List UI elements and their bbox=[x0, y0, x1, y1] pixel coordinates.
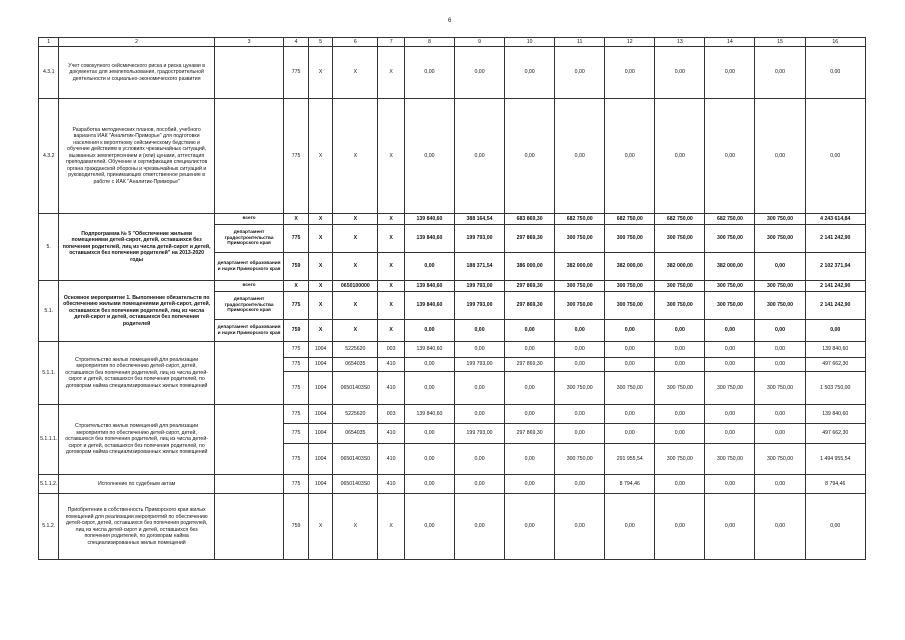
value-cell: 300 750,00 bbox=[755, 214, 805, 225]
item-number: 5.1.1.2. bbox=[39, 475, 59, 494]
table-cell: 410 bbox=[378, 358, 405, 372]
value-cell: 386 000,00 bbox=[505, 253, 555, 281]
table-cell: Х bbox=[308, 292, 333, 320]
value-cell: 0,00 bbox=[505, 320, 555, 342]
table-cell: 775 bbox=[284, 342, 309, 358]
value-cell: 199 793,00 bbox=[455, 292, 505, 320]
item-number: 5.1.1.1. bbox=[39, 405, 59, 475]
table-cell: 759 bbox=[284, 494, 309, 560]
value-cell: 682 750,00 bbox=[605, 214, 655, 225]
page-number: 6 bbox=[448, 18, 452, 24]
table-cell: 775 bbox=[284, 358, 309, 372]
table-cell: 775 bbox=[284, 225, 309, 253]
table-body bbox=[39, 38, 866, 560]
value-cell: 0,00 bbox=[805, 99, 865, 214]
value-cell: 2 141 242,90 bbox=[805, 292, 865, 320]
value-cell: 497 662,30 bbox=[805, 358, 865, 372]
empty-cell bbox=[214, 475, 284, 494]
value-cell: 0,00 bbox=[755, 342, 805, 358]
value-cell: 199 793,00 bbox=[455, 225, 505, 253]
value-cell: 0,00 bbox=[455, 444, 505, 475]
table-cell: Х bbox=[308, 214, 333, 225]
value-cell: 297 869,30 bbox=[505, 292, 555, 320]
table-cell: 410 bbox=[378, 475, 405, 494]
item-description: Разработка методических планов, пособий, учебного варианта ИАК "Аналитик-Приморье" для подготовки населения к вероятному сейсмическому бедствию и обучение действиям в условиях чрезвычайных ситуаций, вызванных землетрясением и (или) цунами, аттестация преподавателей. Обучение и сертификация специалистов органа гражданской обороны и чрезвычайных ситуаций и руководителей, принимающих ответственное решение в работе с ИАК "Аналитик-Приморье" bbox=[59, 99, 214, 214]
value-cell: 0,00 bbox=[555, 358, 605, 372]
value-cell: 8 794,46 bbox=[805, 475, 865, 494]
table-cell: Х bbox=[308, 253, 333, 281]
value-cell: 0,00 bbox=[655, 47, 705, 99]
table-cell: 775 bbox=[284, 372, 309, 405]
value-cell: 300 750,00 bbox=[705, 372, 755, 405]
table-cell: 0654035 bbox=[333, 424, 378, 444]
value-cell: 300 750,00 bbox=[605, 281, 655, 292]
value-cell: 0,00 bbox=[755, 320, 805, 342]
budget-table bbox=[38, 37, 866, 560]
table-cell: Х bbox=[308, 281, 333, 292]
value-cell: 0,00 bbox=[705, 475, 755, 494]
value-cell: 0,00 bbox=[555, 47, 605, 99]
value-cell: 300 750,00 bbox=[705, 444, 755, 475]
value-cell: 1 503 750,00 bbox=[805, 372, 865, 405]
value-cell: 0,00 bbox=[605, 320, 655, 342]
value-cell: 0,00 bbox=[655, 424, 705, 444]
table-cell: Х bbox=[308, 99, 333, 214]
value-cell: 297 869,30 bbox=[505, 281, 555, 292]
table-cell: Х bbox=[308, 47, 333, 99]
value-cell: 297 869,30 bbox=[505, 225, 555, 253]
value-cell: 388 164,54 bbox=[455, 214, 505, 225]
value-cell: 0,00 bbox=[404, 444, 454, 475]
table-cell: Х bbox=[333, 494, 378, 560]
value-cell: 139 840,60 bbox=[404, 225, 454, 253]
value-cell: 300 750,00 bbox=[655, 292, 705, 320]
value-cell: 0,00 bbox=[755, 47, 805, 99]
value-cell: 382 000,00 bbox=[705, 253, 755, 281]
table-cell: 410 bbox=[378, 444, 405, 475]
column-header: 4 bbox=[284, 38, 309, 47]
value-cell: 300 750,00 bbox=[755, 292, 805, 320]
table-row bbox=[39, 281, 866, 292]
value-cell: 2 141 242,90 bbox=[805, 281, 865, 292]
table-cell: Х bbox=[284, 281, 309, 292]
value-cell: 139 840,60 bbox=[404, 405, 454, 424]
value-cell: 300 750,00 bbox=[555, 225, 605, 253]
empty-cell bbox=[214, 99, 284, 214]
value-cell: 291 955,54 bbox=[605, 444, 655, 475]
value-cell: 0,00 bbox=[505, 475, 555, 494]
value-cell: 300 750,00 bbox=[655, 281, 705, 292]
table-cell: 759 bbox=[284, 320, 309, 342]
value-cell: 0,00 bbox=[605, 424, 655, 444]
value-cell: 0,00 bbox=[505, 47, 555, 99]
value-cell: 0,00 bbox=[755, 405, 805, 424]
value-cell: 300 750,00 bbox=[655, 372, 705, 405]
value-cell: 0,00 bbox=[505, 444, 555, 475]
item-number: 5.1. bbox=[39, 281, 59, 342]
item-description: Строительство жилых помещений для реализации мероприятия по обеспечению детей-сирот, детей, оставшихся без попечения родителей, лиц из числа детей-сирот и детей, оставшихся без попечения родителей, по договорам найма специализированных жилых помещений bbox=[59, 405, 214, 475]
column-header: 14 bbox=[705, 38, 755, 47]
table-row bbox=[39, 47, 866, 99]
value-cell: 297 869,30 bbox=[505, 424, 555, 444]
value-cell: 0,00 bbox=[755, 424, 805, 444]
table-cell: 1004 bbox=[308, 424, 333, 444]
value-cell: 8 794,46 bbox=[605, 475, 655, 494]
value-cell: 300 750,00 bbox=[655, 225, 705, 253]
value-cell: 0,00 bbox=[605, 358, 655, 372]
table-cell: 1004 bbox=[308, 372, 333, 405]
table-cell: Х bbox=[378, 494, 405, 560]
table-cell: 775 bbox=[284, 424, 309, 444]
table-cell: 1004 bbox=[308, 342, 333, 358]
value-cell: 199 793,00 bbox=[455, 424, 505, 444]
column-header: 9 bbox=[455, 38, 505, 47]
value-cell: 382 000,00 bbox=[655, 253, 705, 281]
table-cell: 775 bbox=[284, 292, 309, 320]
value-cell: 682 750,00 bbox=[655, 214, 705, 225]
value-cell: 0,00 bbox=[404, 99, 454, 214]
table-cell: Х bbox=[378, 292, 405, 320]
table-cell: Х bbox=[333, 214, 378, 225]
header-row bbox=[39, 38, 866, 47]
item-description: Приобретение в собственность Приморского края жилых помещений для реализации мероприятий по обеспечению детей-сирот, детей, оставшихся без попечения родителей, лиц из числа детей-сирот и детей, оставшихся без попечения родителей, по договорам найма специализированных жилых помещений bbox=[59, 494, 214, 560]
value-cell: 0,00 bbox=[555, 405, 605, 424]
table-cell: 1004 bbox=[308, 444, 333, 475]
value-cell: 1 494 955,54 bbox=[805, 444, 865, 475]
value-cell: 0,00 bbox=[455, 494, 505, 560]
value-cell: 0,00 bbox=[505, 99, 555, 214]
table-cell: Х bbox=[378, 320, 405, 342]
table-cell: 775 bbox=[284, 405, 309, 424]
value-cell: 0,00 bbox=[755, 475, 805, 494]
item-description: Подпрограмма № 5 "Обеспечение жилыми помещениями детей-сирот, детей, оставшихся без попечения родителей, лиц из числа детей-сирот и детей, оставшихся без попечения родителей" на 2013-2020 годы bbox=[59, 214, 214, 281]
table-cell: Х bbox=[308, 320, 333, 342]
executor-cell: всего bbox=[214, 214, 284, 225]
table-cell: Х bbox=[333, 253, 378, 281]
column-header: 1 bbox=[39, 38, 59, 47]
value-cell: 0,00 bbox=[705, 494, 755, 560]
value-cell: 0,00 bbox=[404, 424, 454, 444]
table-cell: 1004 bbox=[308, 358, 333, 372]
item-number: 4.3.2 bbox=[39, 99, 59, 214]
value-cell: 0,00 bbox=[805, 494, 865, 560]
table-cell: 759 bbox=[284, 253, 309, 281]
value-cell: 0,00 bbox=[755, 99, 805, 214]
table-cell: 0650100000 bbox=[333, 281, 378, 292]
value-cell: 300 750,00 bbox=[755, 225, 805, 253]
table-cell: 775 bbox=[284, 99, 309, 214]
value-cell: 0,00 bbox=[605, 342, 655, 358]
value-cell: 0,00 bbox=[404, 320, 454, 342]
empty-cell bbox=[214, 342, 284, 405]
value-cell: 0,00 bbox=[705, 99, 755, 214]
table-cell: Х bbox=[378, 99, 405, 214]
executor-cell: всего bbox=[214, 281, 284, 292]
value-cell: 300 750,00 bbox=[755, 281, 805, 292]
table-cell: Х bbox=[378, 253, 405, 281]
value-cell: 300 750,00 bbox=[555, 372, 605, 405]
table-row bbox=[39, 99, 866, 214]
value-cell: 0,00 bbox=[655, 320, 705, 342]
value-cell: 0,00 bbox=[605, 47, 655, 99]
value-cell: 139 840,60 bbox=[404, 292, 454, 320]
table-cell: 1004 bbox=[308, 475, 333, 494]
column-header: 7 bbox=[378, 38, 405, 47]
value-cell: 139 840,60 bbox=[404, 281, 454, 292]
value-cell: 139 840,60 bbox=[805, 405, 865, 424]
value-cell: 0,00 bbox=[705, 47, 755, 99]
value-cell: 0,00 bbox=[655, 342, 705, 358]
table-cell: Х bbox=[308, 494, 333, 560]
column-header: 15 bbox=[755, 38, 805, 47]
value-cell: 0,00 bbox=[455, 475, 505, 494]
table-cell: 5225620 bbox=[333, 342, 378, 358]
value-cell: 0,00 bbox=[555, 320, 605, 342]
value-cell: 300 750,00 bbox=[605, 225, 655, 253]
column-header: 10 bbox=[505, 38, 555, 47]
value-cell: 497 662,30 bbox=[805, 424, 865, 444]
value-cell: 0,00 bbox=[505, 494, 555, 560]
value-cell: 2 141 242,90 bbox=[805, 225, 865, 253]
empty-cell bbox=[214, 47, 284, 99]
value-cell: 4 243 614,84 bbox=[805, 214, 865, 225]
value-cell: 0,00 bbox=[555, 342, 605, 358]
item-number: 5.1.2. bbox=[39, 494, 59, 560]
table-cell: 775 bbox=[284, 444, 309, 475]
table-cell: Х bbox=[333, 292, 378, 320]
column-header: 13 bbox=[655, 38, 705, 47]
value-cell: 682 750,00 bbox=[705, 214, 755, 225]
value-cell: 0,00 bbox=[455, 99, 505, 214]
empty-cell bbox=[214, 405, 284, 475]
value-cell: 0,00 bbox=[555, 494, 605, 560]
table-cell: 1004 bbox=[308, 405, 333, 424]
table-cell: Х bbox=[378, 225, 405, 253]
column-header: 11 bbox=[555, 38, 605, 47]
value-cell: 0,00 bbox=[705, 320, 755, 342]
table-cell: 5225620 bbox=[333, 405, 378, 424]
table-cell: 06501403S0 bbox=[333, 372, 378, 405]
executor-cell: департамент образования и науки Приморского края bbox=[214, 253, 284, 281]
value-cell: 300 750,00 bbox=[605, 292, 655, 320]
table-row bbox=[39, 475, 866, 494]
table-cell: Х bbox=[333, 225, 378, 253]
value-cell: 0,00 bbox=[805, 47, 865, 99]
value-cell: 0,00 bbox=[655, 99, 705, 214]
value-cell: 300 750,00 bbox=[755, 372, 805, 405]
value-cell: 0,00 bbox=[505, 405, 555, 424]
value-cell: 0,00 bbox=[455, 47, 505, 99]
table-cell: Х bbox=[308, 225, 333, 253]
value-cell: 0,00 bbox=[555, 99, 605, 214]
value-cell: 382 000,00 bbox=[605, 253, 655, 281]
item-description: Основное мероприятие 1. Выполнение обязательств по обеспечению жилыми помещениями детей-сирот, детей, оставшихся без попечения родителей, лиц из числа детей-сирот и детей, оставшихся без попечения родителей bbox=[59, 281, 214, 342]
column-header: 16 bbox=[805, 38, 865, 47]
value-cell: 0,00 bbox=[655, 475, 705, 494]
value-cell: 0,00 bbox=[404, 47, 454, 99]
value-cell: 683 869,30 bbox=[505, 214, 555, 225]
value-cell: 0,00 bbox=[555, 475, 605, 494]
table-row bbox=[39, 342, 866, 358]
value-cell: 199 793,00 bbox=[455, 358, 505, 372]
value-cell: 0,00 bbox=[655, 358, 705, 372]
value-cell: 0,00 bbox=[404, 253, 454, 281]
value-cell: 188 371,54 bbox=[455, 253, 505, 281]
value-cell: 199 793,00 bbox=[455, 281, 505, 292]
table-cell: Х bbox=[378, 281, 405, 292]
value-cell: 0,00 bbox=[605, 494, 655, 560]
value-cell: 0,00 bbox=[605, 99, 655, 214]
value-cell: 0,00 bbox=[755, 494, 805, 560]
value-cell: 300 750,00 bbox=[655, 444, 705, 475]
item-number: 5.1.1. bbox=[39, 342, 59, 405]
value-cell: 300 750,00 bbox=[555, 281, 605, 292]
value-cell: 0,00 bbox=[805, 320, 865, 342]
table-cell: Х bbox=[378, 214, 405, 225]
table-cell: Х bbox=[333, 47, 378, 99]
table-row bbox=[39, 214, 866, 225]
executor-cell: департамент градостроительства Приморского края bbox=[214, 292, 284, 320]
value-cell: 0,00 bbox=[455, 405, 505, 424]
executor-cell: департамент градостроительства Приморского края bbox=[214, 225, 284, 253]
value-cell: 0,00 bbox=[455, 372, 505, 405]
table-cell: 06501403S0 bbox=[333, 475, 378, 494]
value-cell: 0,00 bbox=[455, 342, 505, 358]
table-cell: Х bbox=[378, 47, 405, 99]
empty-cell bbox=[214, 494, 284, 560]
item-number: 5. bbox=[39, 214, 59, 281]
value-cell: 300 750,00 bbox=[555, 292, 605, 320]
value-cell: 0,00 bbox=[655, 494, 705, 560]
value-cell: 300 750,00 bbox=[705, 281, 755, 292]
value-cell: 0,00 bbox=[404, 494, 454, 560]
value-cell: 0,00 bbox=[705, 342, 755, 358]
table-cell: 775 bbox=[284, 47, 309, 99]
value-cell: 300 750,00 bbox=[705, 292, 755, 320]
table-row bbox=[39, 405, 866, 424]
value-cell: 682 750,00 bbox=[555, 214, 605, 225]
value-cell: 0,00 bbox=[705, 405, 755, 424]
value-cell: 0,00 bbox=[755, 253, 805, 281]
table-cell: 410 bbox=[378, 372, 405, 405]
table-cell: Х bbox=[284, 214, 309, 225]
column-header: 6 bbox=[333, 38, 378, 47]
value-cell: 0,00 bbox=[705, 424, 755, 444]
value-cell: 300 750,00 bbox=[555, 444, 605, 475]
table-cell: 410 bbox=[378, 424, 405, 444]
value-cell: 2 102 371,94 bbox=[805, 253, 865, 281]
value-cell: 0,00 bbox=[505, 342, 555, 358]
table-cell: 0654035 bbox=[333, 358, 378, 372]
table-cell: Х bbox=[333, 320, 378, 342]
value-cell: 0,00 bbox=[705, 358, 755, 372]
value-cell: 300 750,00 bbox=[755, 444, 805, 475]
value-cell: 0,00 bbox=[755, 358, 805, 372]
column-header: 8 bbox=[404, 38, 454, 47]
value-cell: 0,00 bbox=[455, 320, 505, 342]
table-cell: 003 bbox=[378, 405, 405, 424]
value-cell: 0,00 bbox=[655, 405, 705, 424]
value-cell: 139 840,60 bbox=[805, 342, 865, 358]
item-description: Исполнение по судебным актам bbox=[59, 475, 214, 494]
value-cell: 300 750,00 bbox=[705, 225, 755, 253]
table-cell: 003 bbox=[378, 342, 405, 358]
table-cell: 775 bbox=[284, 475, 309, 494]
table-cell: 06501403S0 bbox=[333, 444, 378, 475]
value-cell: 0,00 bbox=[605, 405, 655, 424]
value-cell: 382 000,00 bbox=[555, 253, 605, 281]
item-number: 4.3.1 bbox=[39, 47, 59, 99]
table-cell: Х bbox=[333, 99, 378, 214]
item-description: Строительство жилых помещений для реализации мероприятия по обеспечению детей-сирот, детей, оставшихся без попечения родителей, лиц из числа детей-сирот и детей, оставшихся без попечения родителей, по договорам найма специализированных жилых помещений bbox=[59, 342, 214, 405]
item-description: Учет совокупного сейсмического риска и риска цунами в документах для землепользования, градостроительной деятельности и социально-экономического развития bbox=[59, 47, 214, 99]
value-cell: 139 840,60 bbox=[404, 342, 454, 358]
value-cell: 139 840,60 bbox=[404, 214, 454, 225]
value-cell: 0,00 bbox=[404, 358, 454, 372]
value-cell: 300 750,00 bbox=[605, 372, 655, 405]
column-header: 2 bbox=[59, 38, 214, 47]
table-row bbox=[39, 494, 866, 560]
value-cell: 0,00 bbox=[404, 372, 454, 405]
value-cell: 297 869,30 bbox=[505, 358, 555, 372]
column-header: 3 bbox=[214, 38, 284, 47]
value-cell: 0,00 bbox=[555, 424, 605, 444]
value-cell: 0,00 bbox=[404, 475, 454, 494]
executor-cell: департамент образования и науки Приморского края bbox=[214, 320, 284, 342]
column-header: 12 bbox=[605, 38, 655, 47]
column-header: 5 bbox=[308, 38, 333, 47]
value-cell: 0,00 bbox=[505, 372, 555, 405]
